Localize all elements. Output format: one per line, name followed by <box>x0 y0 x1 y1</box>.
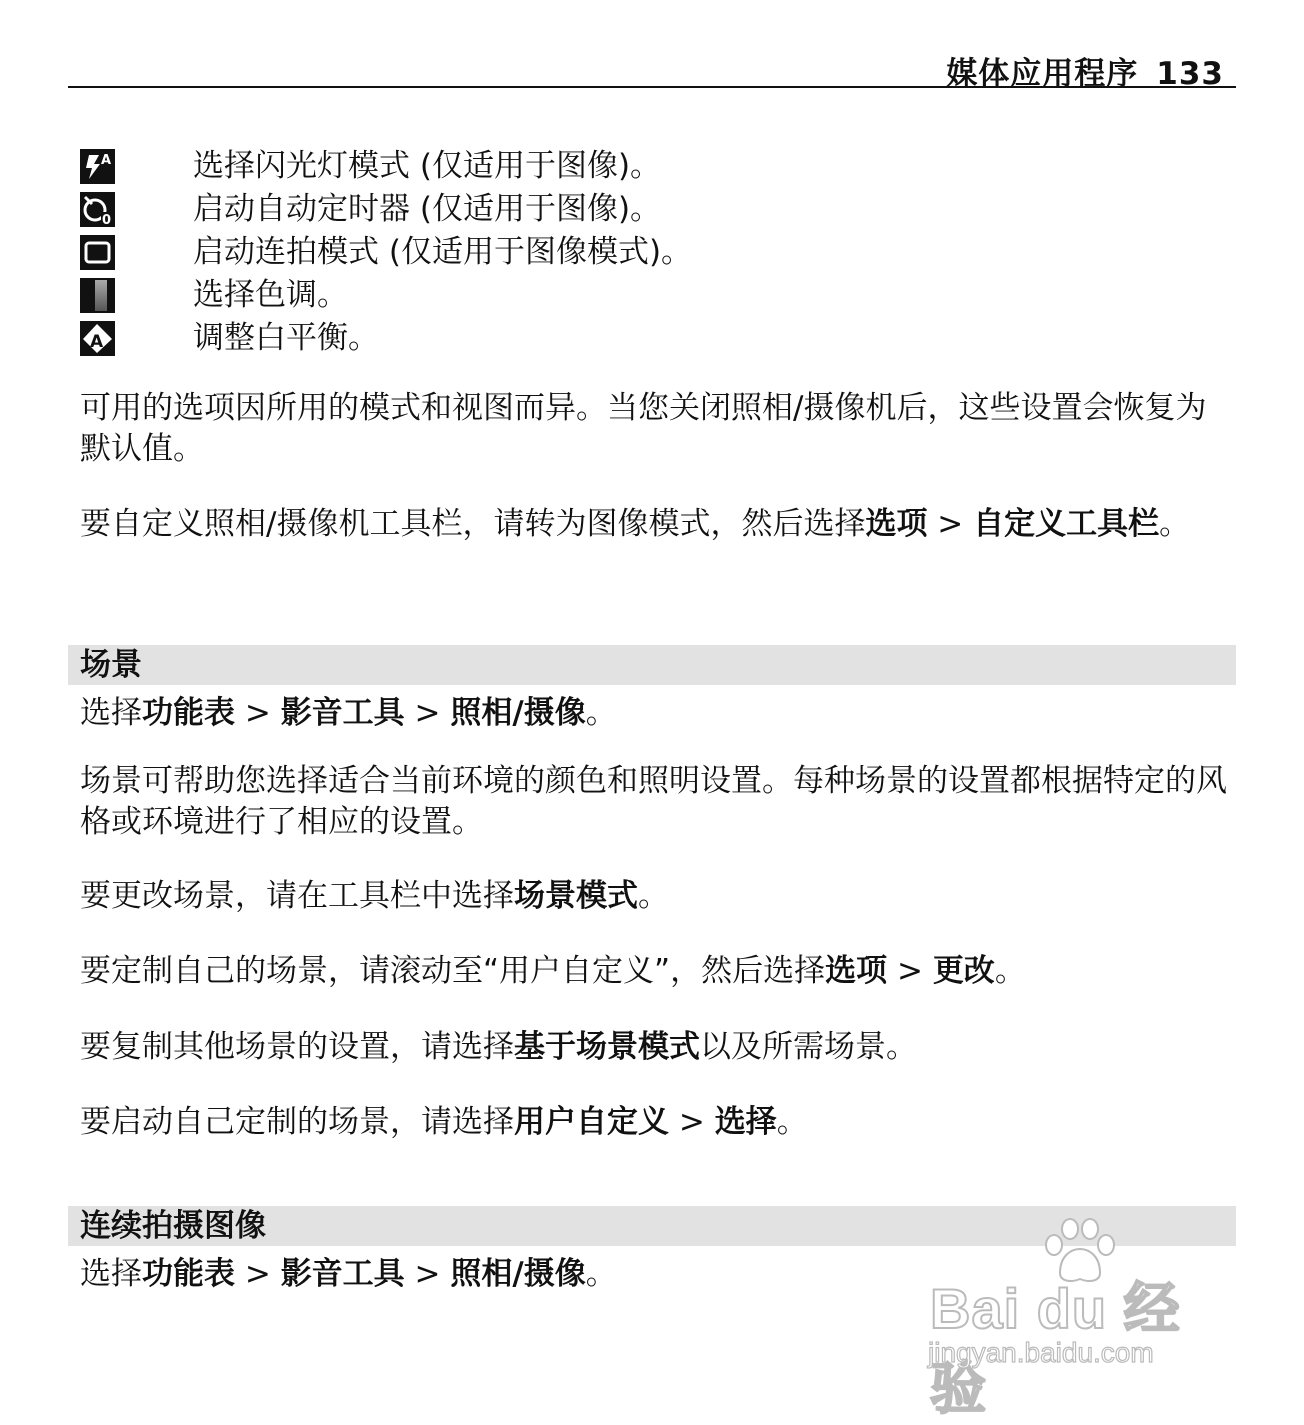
icon-list-item <box>80 275 1180 315</box>
separator: > <box>235 1256 281 1292</box>
text: 。 <box>638 878 669 914</box>
separator: > <box>669 1104 715 1140</box>
icon-list-item <box>80 146 1180 186</box>
icon-list-text: 选择色调。 <box>193 277 348 313</box>
separator: > <box>404 695 451 731</box>
svg-text:0: 0 <box>102 213 112 227</box>
page-header <box>68 46 1236 92</box>
menu-path-item: 功能表 <box>142 1256 235 1292</box>
baidu-watermark <box>920 1215 1230 1420</box>
change-scene-paragraph <box>80 876 1230 917</box>
menu-path-item: 功能表 <box>142 695 235 731</box>
menu-path-item: 影音工具 <box>280 1256 405 1292</box>
options-note-paragraph: 可用的选项因所用的模式和视图而异。当您关闭照相/摄像机后，这些设置会恢复为默认值。 <box>80 390 1207 467</box>
text: 。 <box>585 695 617 731</box>
menu-path-item: 照相/摄像 <box>450 695 586 731</box>
change-link: 更改 <box>932 953 995 989</box>
icon-list-item <box>80 232 1180 272</box>
text: 要定制自己的场景，请滚动至“用户自定义”，然后选择 <box>80 953 826 989</box>
text: 。 <box>585 1256 617 1292</box>
white-balance-icon <box>80 321 115 356</box>
based-on-scene-link: 基于场景模式 <box>514 1029 700 1065</box>
colour-tone-icon <box>80 278 115 313</box>
customize-toolbar-paragraph <box>80 504 1230 545</box>
text: 。 <box>994 953 1026 989</box>
text: 要启动自己定制的场景，请选择 <box>80 1104 514 1140</box>
icon-list-text: 启动连拍模式 (仅适用于图像模式)。 <box>193 234 693 270</box>
section-title: 连续拍摄图像 <box>80 1208 266 1244</box>
menu-path-item: 影音工具 <box>280 695 405 731</box>
separator: > <box>887 953 933 989</box>
text: 以及所需场景。 <box>700 1029 917 1065</box>
icon-list-text: 选择闪光灯模式 (仅适用于图像)。 <box>193 148 662 184</box>
icon-list-item <box>80 189 1180 229</box>
separator: > <box>404 1256 451 1292</box>
copy-scene-paragraph <box>80 1027 1230 1068</box>
separator: > <box>235 695 281 731</box>
page-number: 133 <box>1156 56 1224 92</box>
text: 要更改场景，请在工具栏中选择 <box>80 878 514 914</box>
header-title: 媒体应用程序 <box>946 56 1139 92</box>
icon-list-item <box>80 318 1180 358</box>
svg-text:A: A <box>101 153 112 168</box>
text: 选择 <box>80 1256 142 1292</box>
text: 选择 <box>80 695 142 731</box>
header-title-group <box>946 48 1224 93</box>
section-title: 场景 <box>80 647 142 683</box>
icon-list-text: 启动自动定时器 (仅适用于图像)。 <box>193 191 662 227</box>
text: 。 <box>1159 506 1191 542</box>
flash-auto-icon <box>80 149 115 184</box>
options-menu-link: 选项 <box>865 506 928 542</box>
svg-text:A: A <box>90 332 104 352</box>
menu-path <box>80 693 1230 734</box>
menu-path-item: 照相/摄像 <box>450 1256 586 1292</box>
customize-toolbar-link: 自定义工具栏 <box>973 506 1160 542</box>
watermark-url: jingyan.baidu.com <box>928 1337 1154 1368</box>
options-menu-link: 选项 <box>825 953 888 989</box>
self-timer-icon <box>80 192 115 227</box>
text: 要复制其他场景的设置，请选择 <box>80 1029 514 1065</box>
icon-list-text: 调整白平衡。 <box>193 320 379 356</box>
text: 要自定义照相/摄像机工具栏，请转为图像模式，然后选择 <box>80 506 866 542</box>
separator: > <box>927 506 974 542</box>
custom-scene-paragraph <box>80 951 1230 992</box>
scene-mode-link: 场景模式 <box>514 878 638 914</box>
sequence-mode-icon <box>80 235 115 270</box>
select-link: 选择 <box>714 1104 777 1140</box>
section-header-scenes <box>68 645 1236 685</box>
user-defined-link: 用户自定义 <box>514 1104 669 1140</box>
scenes-description-paragraph: 场景可帮助您选择适合当前环境的颜色和照明设置。每种场景的设置都根据特定的风格或环境进行了相应的设置。 <box>80 763 1227 840</box>
activate-scene-paragraph <box>80 1102 1230 1143</box>
text: 。 <box>776 1104 808 1140</box>
watermark-brand: Bai du 经验 <box>930 1277 1181 1420</box>
